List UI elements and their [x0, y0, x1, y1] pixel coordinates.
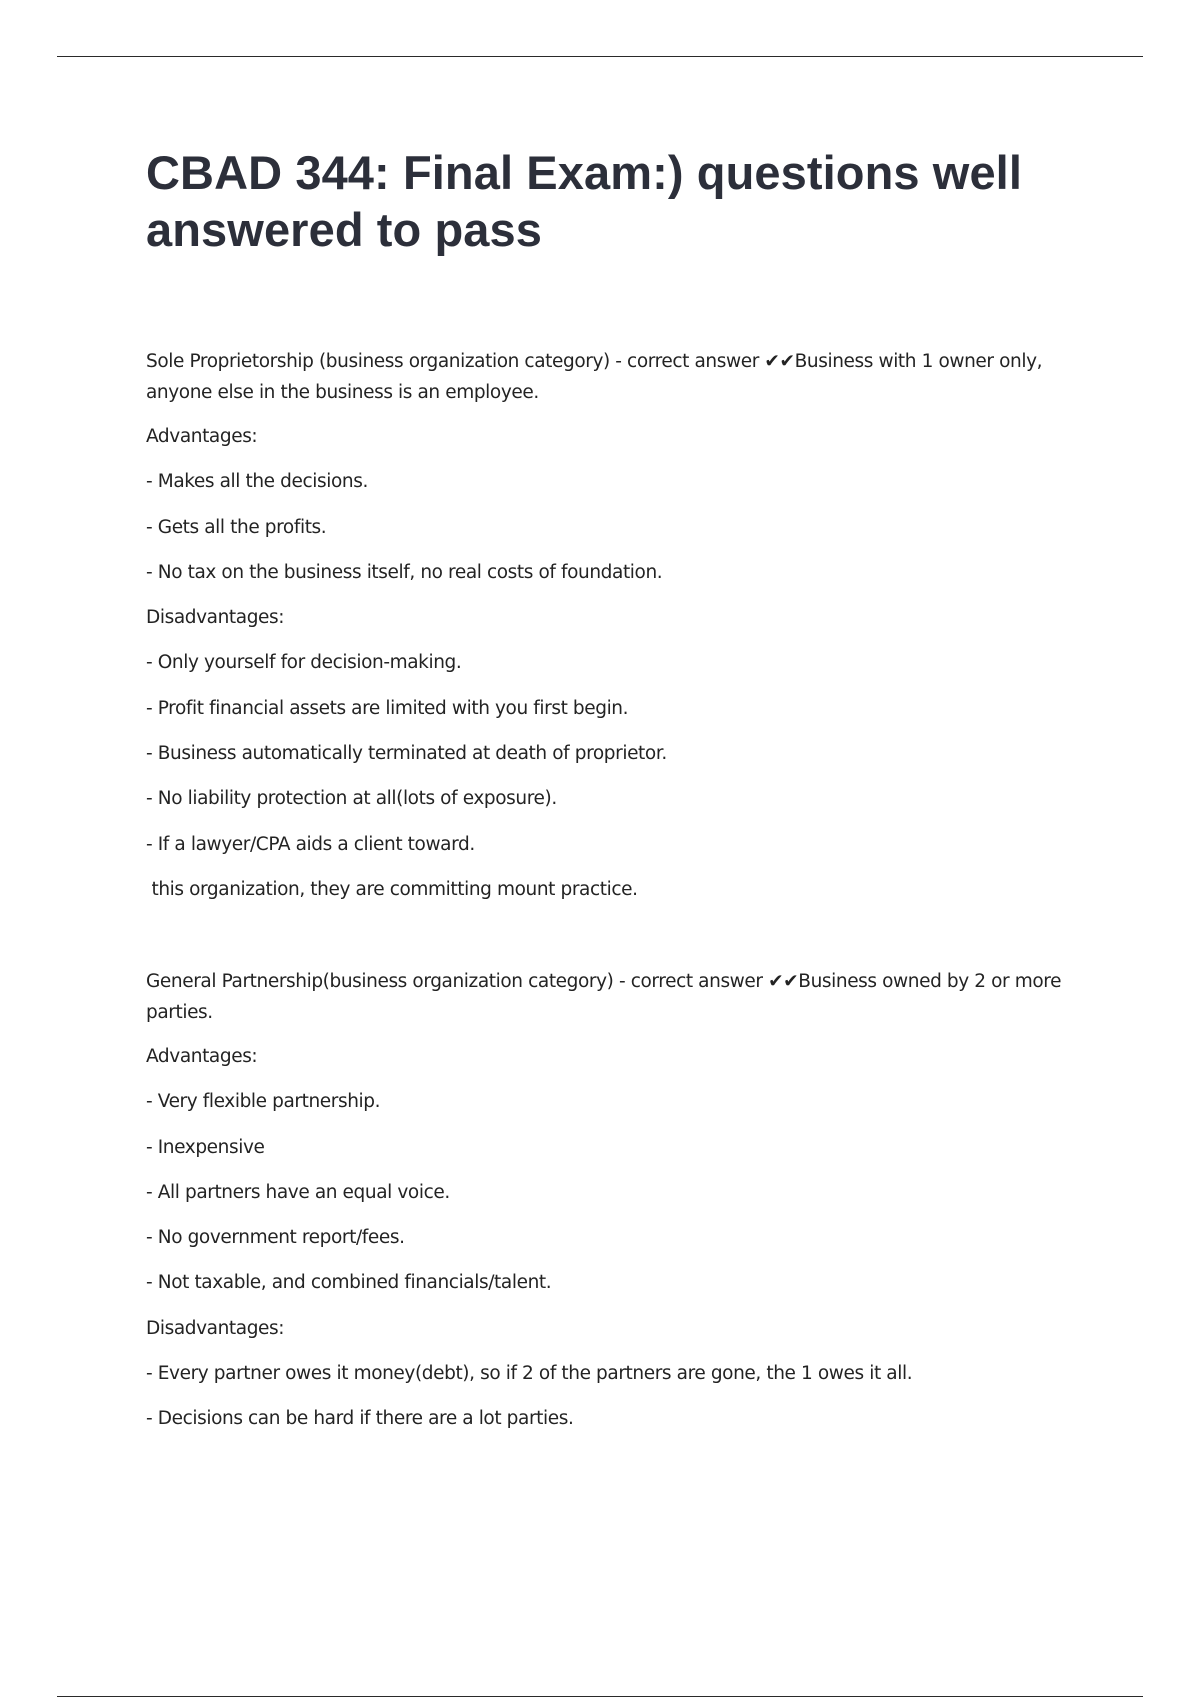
disadvantages-heading: Disadvantages:	[146, 1317, 285, 1339]
list-item: - Not taxable, and combined financials/talent.	[146, 1272, 552, 1294]
advantages-heading: Advantages:	[146, 426, 258, 447]
list-item: - No liability protection at all(lots of exposure).	[146, 788, 557, 810]
list-item: - No tax on the business itself, no real costs of foundation.	[146, 561, 663, 583]
top-rule	[57, 56, 1143, 57]
list-item: - Inexpensive	[146, 1136, 265, 1158]
list-item: - No government report/fees.	[146, 1227, 405, 1249]
section-lead: Sole Proprietorship (business organization category) - correct answer ✔✔Business with 1 owner only, anyone else in the business is an employee.	[146, 351, 1048, 403]
list-item: - Every partner owes it money(debt), so if 2 of the partners are gone, the 1 owes it all.	[146, 1363, 913, 1385]
bottom-rule	[57, 1696, 1143, 1697]
section-general-partnership	[146, 966, 1086, 1449]
page-title: CBAD 344: Final Exam:) questions well answered to pass	[146, 146, 1022, 256]
list-item: - Profit financial assets are limited with you first begin.	[146, 697, 629, 719]
list-item: - Makes all the decisions.	[146, 471, 368, 493]
section-sole-proprietorship	[146, 346, 1086, 919]
list-item: - Business automatically terminated at death of proprietor.	[146, 743, 667, 765]
list-item: - Only yourself for decision-making.	[146, 652, 462, 674]
list-item: - Decisions can be hard if there are a lot parties.	[146, 1408, 574, 1430]
disadvantages-heading: Disadvantages:	[146, 607, 285, 629]
section-lead: General Partnership(business organization category) - correct answer ✔✔Business owned by 2 or more parties.	[146, 971, 1067, 1023]
list-item: - Very flexible partnership.	[146, 1091, 381, 1113]
list-item: - If a lawyer/CPA aids a client toward.	[146, 833, 475, 855]
list-item: - All partners have an equal voice.	[146, 1181, 450, 1203]
advantages-heading: Advantages:	[146, 1046, 258, 1067]
list-item: - Gets all the profits.	[146, 516, 327, 538]
list-item: this organization, they are committing mount practice.	[146, 878, 638, 900]
